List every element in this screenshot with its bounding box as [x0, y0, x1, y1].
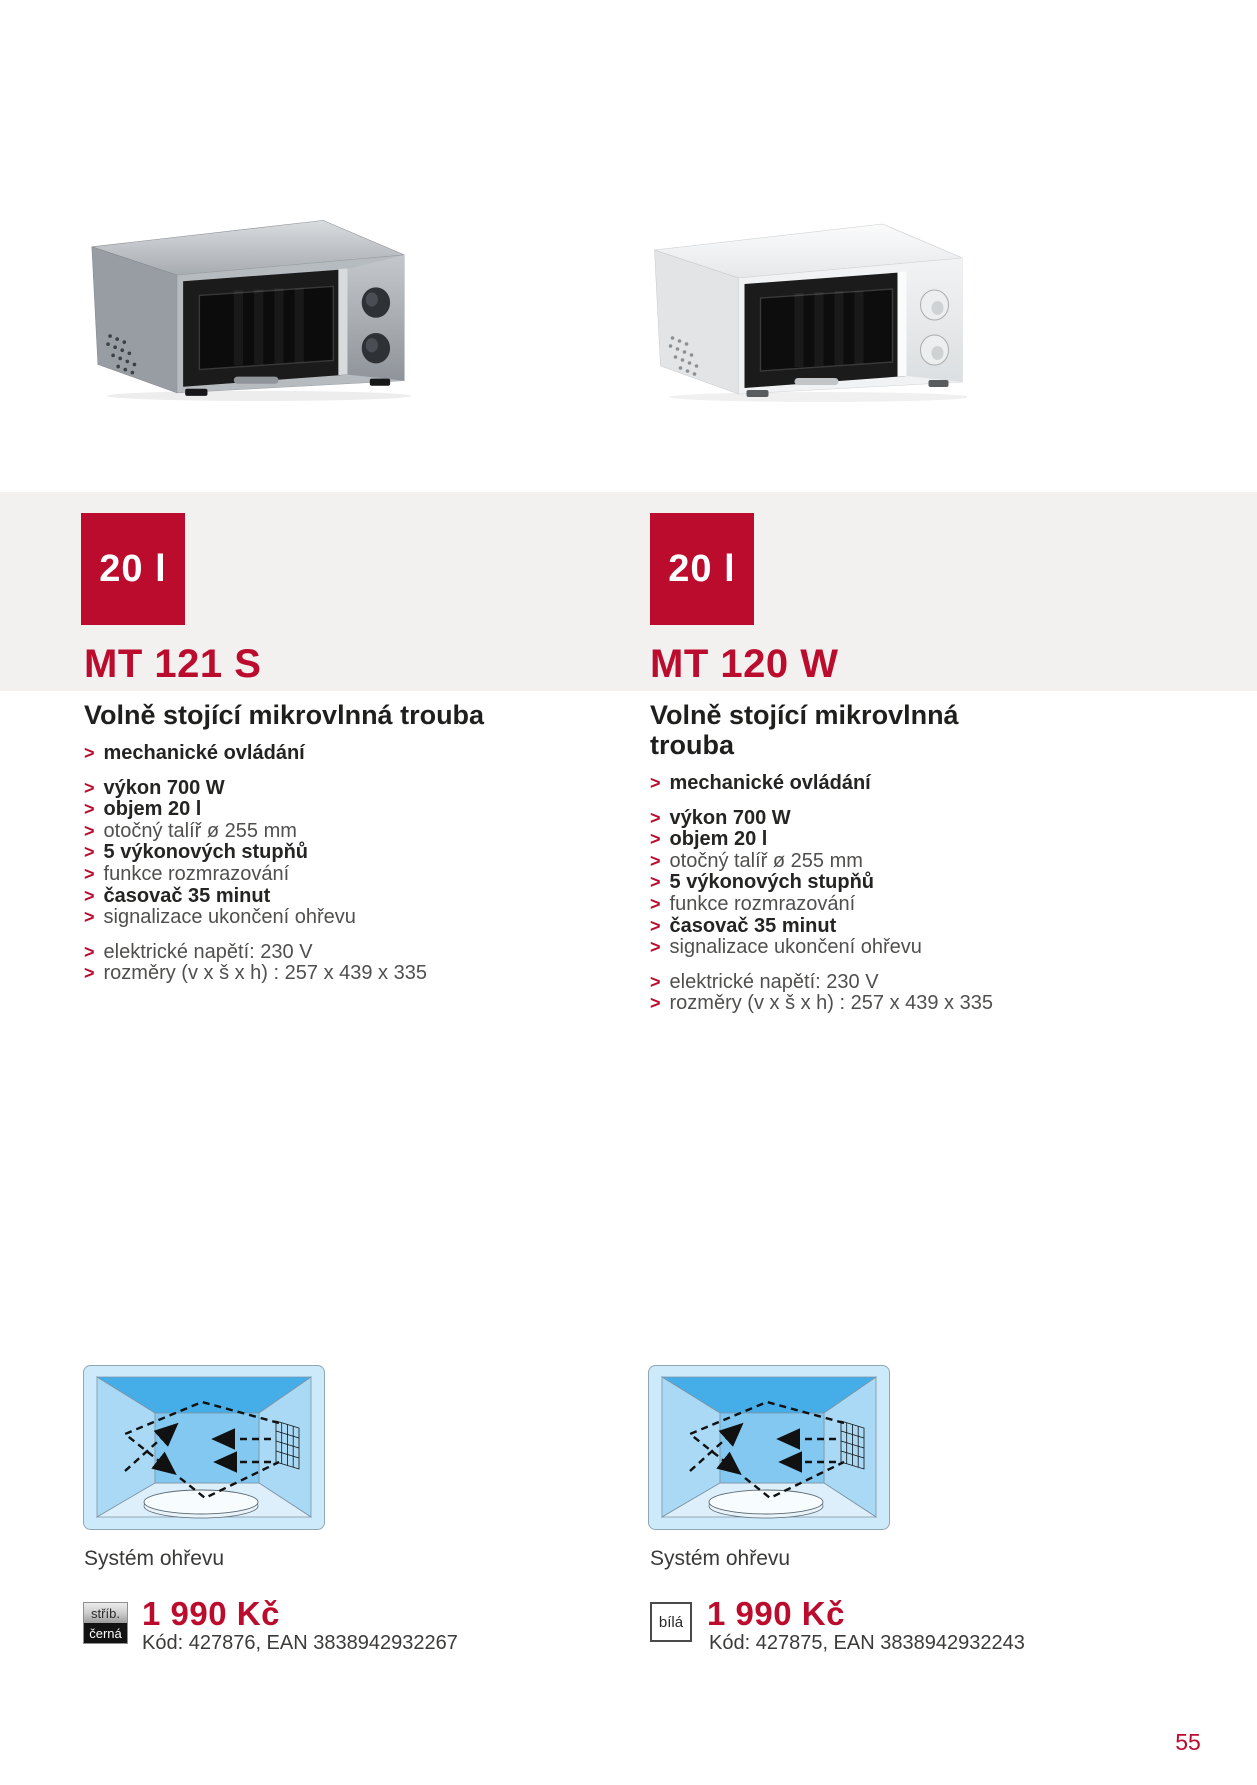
feature-row: [650, 937, 1150, 959]
page-number: 55: [1175, 1729, 1201, 1755]
arrow-bullet-icon: >: [84, 777, 95, 798]
feature-row: [84, 963, 584, 985]
feature-text: signalizace ukončení ohřevu: [669, 936, 922, 959]
feature-list: [84, 743, 584, 985]
price: 1 990 Kč: [142, 1595, 280, 1632]
arrow-bullet-icon: >: [84, 820, 95, 841]
feature-text: objem 20 l: [103, 798, 202, 821]
arrow-bullet-icon: >: [650, 993, 661, 1014]
arrow-bullet-icon: >: [650, 893, 661, 914]
price: 1 990 Kč: [707, 1595, 845, 1632]
feature-row: [650, 972, 1150, 994]
product-photo-silver-microwave: [74, 194, 414, 402]
feature-row: [84, 942, 584, 964]
diagram-caption: Systém ohřevu: [650, 1547, 791, 1570]
feature-text: časovač 35 minut: [669, 914, 837, 937]
capacity-badge: 20 l: [650, 513, 754, 625]
feature-text: funkce rozmrazování: [669, 892, 856, 915]
model-name: MT 121 S: [84, 642, 262, 686]
feature-text: otočný talíř ø 255 mm: [103, 819, 297, 842]
heating-system-diagram: [83, 1365, 325, 1530]
feature-text: 5 výkonových stupňů: [669, 871, 875, 894]
feature-text: objem 20 l: [669, 828, 768, 851]
product-title: Volně stojící mikrovlnná trouba: [650, 700, 959, 760]
feature-row: [650, 773, 1150, 795]
arrow-bullet-icon: >: [84, 799, 95, 820]
arrow-bullet-icon: >: [84, 863, 95, 884]
product-photo-white-microwave: [642, 198, 967, 403]
capacity-badge: 20 l: [81, 513, 185, 625]
feature-text: signalizace ukončení ohřevu: [103, 906, 356, 929]
arrow-bullet-icon: >: [650, 937, 661, 958]
feature-row: [84, 886, 584, 908]
arrow-bullet-icon: >: [84, 907, 95, 928]
feature-text: rozměry (v x š x h) : 257 x 439 x 335: [669, 992, 993, 1015]
feature-row: [650, 851, 1150, 873]
feature-text: otočný talíř ø 255 mm: [669, 849, 863, 872]
feature-row: [84, 864, 584, 886]
feature-row: [650, 916, 1150, 938]
feature-text: mechanické ovládání: [103, 742, 305, 764]
product-title: Volně stojící mikrovlnná trouba: [84, 700, 485, 730]
arrow-bullet-icon: >: [650, 850, 661, 871]
arrow-bullet-icon: >: [84, 941, 95, 962]
feature-row: [84, 907, 584, 929]
heating-system-diagram: [648, 1365, 890, 1530]
feature-row: [650, 872, 1150, 894]
feature-text: 5 výkonových stupňů: [103, 841, 309, 864]
color-variant-badge-white: bílá: [650, 1602, 692, 1642]
feature-text: rozměry (v x š x h) : 257 x 439 x 335: [103, 962, 427, 985]
arrow-bullet-icon: >: [84, 743, 95, 763]
arrow-bullet-icon: >: [650, 872, 661, 893]
color-variant-silver-label: stříb.: [84, 1603, 127, 1623]
arrow-bullet-icon: >: [650, 915, 661, 936]
diagram-caption: Systém ohřevu: [84, 1547, 225, 1570]
arrow-bullet-icon: >: [650, 807, 661, 828]
color-variant-badge-silver-black: [83, 1602, 128, 1644]
arrow-bullet-icon: >: [84, 963, 95, 984]
feature-text: výkon 700 W: [103, 776, 225, 799]
model-name: MT 120 W: [650, 642, 839, 686]
product-code: Kód: 427876, EAN 3838942932267: [142, 1632, 458, 1654]
feature-text: mechanické ovládání: [669, 772, 871, 794]
arrow-bullet-icon: >: [84, 885, 95, 906]
product-code: Kód: 427875, EAN 3838942932243: [709, 1632, 1025, 1654]
arrow-bullet-icon: >: [650, 971, 661, 992]
arrow-bullet-icon: >: [650, 829, 661, 850]
feature-row: [84, 842, 584, 864]
arrow-bullet-icon: >: [84, 842, 95, 863]
color-variant-black-label: černá: [84, 1623, 127, 1643]
feature-list: [650, 773, 1150, 1015]
feature-row: [650, 993, 1150, 1015]
feature-row: [650, 829, 1150, 851]
feature-row: [84, 799, 584, 821]
arrow-bullet-icon: >: [650, 773, 661, 793]
feature-row: [84, 821, 584, 843]
feature-row: [650, 894, 1150, 916]
feature-row: [650, 808, 1150, 830]
feature-text: časovač 35 minut: [103, 884, 271, 907]
feature-text: elektrické napětí: 230 V: [669, 970, 879, 993]
feature-text: výkon 700 W: [669, 806, 791, 829]
feature-text: elektrické napětí: 230 V: [103, 940, 313, 963]
feature-row: [84, 743, 584, 765]
feature-row: [84, 778, 584, 800]
feature-text: funkce rozmrazování: [103, 862, 290, 885]
